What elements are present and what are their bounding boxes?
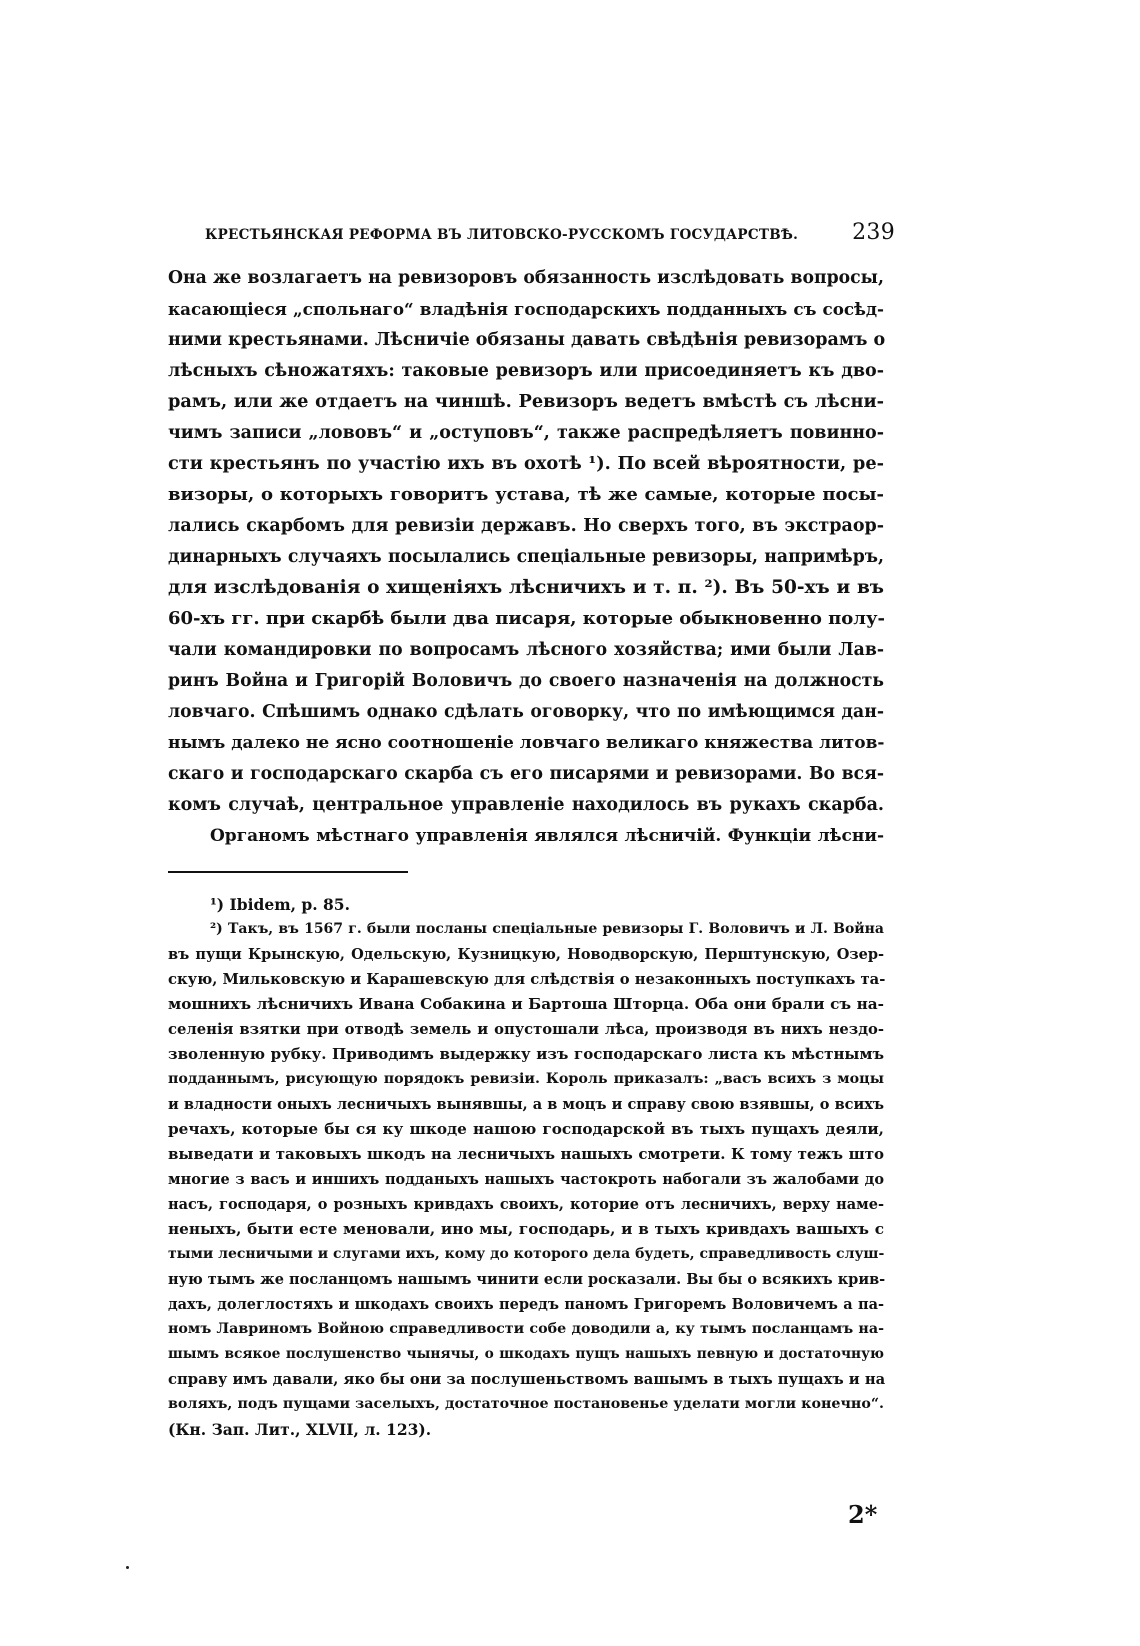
body-line: визоры, о которыхъ говоритъ устава, тѣ же самые, которые посы- [168, 484, 884, 505]
page-header [205, 220, 895, 249]
page-number: 239 [852, 220, 895, 245]
footnote-line: зволенную рубку. Приводимъ выдержку изъ господарскаго листа къ мѣстнымъ [168, 1045, 884, 1063]
body-line: сти крестьянъ по участію ихъ въ охотѣ ¹). По всей вѣроятности, ре- [168, 453, 884, 474]
body-line: для изслѣдованія о хищеніяхъ лѣсничихъ и т. п. ²). Въ 50-хъ и въ [168, 577, 884, 598]
body-line: ловчаго. Спѣшимъ однако сдѣлать оговорку, что по имѣющимся дан- [168, 702, 884, 722]
body-line: чимъ записи „лововъ“ и „оступовъ“, также распредѣляетъ повинно- [168, 423, 884, 443]
footnote-line: многие з васъ и иншихъ подданыхъ нашыхъ частокроть набогали зъ жалобами до [168, 1171, 884, 1188]
footnote-line: подданнымъ, рисующую порядокъ ревизіи. Король приказалъ: „васъ всихъ з моцы [168, 1071, 884, 1087]
footnote-line: ²) Такъ, въ 1567 г. были посланы спеціальные ревизоры Г. Воловичъ и Л. Война [210, 921, 884, 937]
footnote-separator [168, 871, 408, 873]
running-title: КРЕСТЬЯНСКАЯ РЕФОРМА ВЪ ЛИТОВСКО-РУССКОМЪ ГОСУДАРСТВѢ. [205, 227, 799, 243]
body-line: ринъ Война и Григорій Воловичъ до своего назначенія на должность [168, 671, 884, 691]
footnote-line: воляхъ, подъ пущами заселыхъ, достаточное постановенье уделати могли конечно“. [168, 1396, 884, 1412]
footnote-line: (Кн. Зап. Лит., XLVII, л. 123). [168, 1420, 432, 1439]
footnote-line: и владности оныхъ лесничыхъ вынявшы, а в моцъ и справу свою взявшы, о всихъ [168, 1096, 884, 1113]
body-line: Она же возлагаетъ на ревизоровъ обязанность изслѣдовать вопросы, [168, 268, 884, 288]
body-line: нымъ далеко не ясно соотношеніе ловчаго великаго княжества литов- [168, 733, 885, 753]
footnote-line: речахъ, которые бы ся ку шкоде нашою господарской въ тыхъ пущахъ деяли, [168, 1120, 884, 1138]
body-line: скаго и господарскаго скарба съ его писарями и ревизорами. Во вся- [168, 764, 884, 784]
footnote-line: выведати и таковыхъ шкодъ на лесничыхъ нашыхъ смотрети. К тому тежъ што [168, 1145, 884, 1163]
footnote-line: тыми лесничыми и слугами ихъ, кому до которого дела будеть, справедливость слуш- [168, 1246, 885, 1262]
footnote-line: селенія взятки при отводѣ земель и опустошали лѣса, производя въ нихъ нездо- [168, 1021, 884, 1038]
footnote-line: въ пущи Крынскую, Одельскую, Кузницкую, Новодворскую, Перштунскую, Озер- [168, 946, 884, 963]
signature-mark: 2* [848, 1500, 878, 1529]
footnote-line: дахъ, долеглостяхъ и шкодахъ своихъ передъ паномъ Григоремъ Воловичемъ а па- [168, 1296, 884, 1313]
body-line: чали командировки по вопросамъ лѣсного хозяйства; ими были Лав- [168, 640, 884, 660]
scan-speck [126, 1566, 129, 1569]
footnote-line: мошнихъ лѣсничихъ Ивана Собакина и Бартоша Шторца. Оба они брали съ на- [168, 995, 884, 1013]
body-line: касающіеся „спольнаго“ владѣнія господарскихъ подданныхъ съ сосѣд- [168, 299, 884, 319]
footnote-line: шымъ всякое послушенство чынячы, о шкодахъ пущъ нашыхъ певную и достаточную [168, 1346, 884, 1362]
footnote-line: справу имъ давали, яко бы они за послушеньствомъ вашымъ в тыхъ пущахъ и на [168, 1371, 886, 1388]
body-line: Органомъ мѣстнаго управленія являлся лѣсничій. Функціи лѣсни- [210, 826, 884, 846]
body-line: лѣсныхъ сѣножатяхъ: таковые ревизоръ или присоединяетъ къ дво- [168, 361, 884, 381]
body-line: 60-хъ гг. при скарбѣ были два писаря, которые обыкновенно полу- [168, 608, 885, 629]
footnote-line: скую, Мильковскую и Карашевскую для слѣдствія о незаконныхъ поступкахъ та- [168, 971, 886, 988]
footnote-line: неныхъ, быти есте меновали, ино мы, господарь, и в тыхъ кривдахъ вашыхъ с [168, 1220, 884, 1238]
body-line: рамъ, или же отдаетъ на чиншѣ. Ревизоръ ведетъ вмѣстѣ съ лѣсни- [168, 391, 884, 412]
body-line: лались скарбомъ для ревизіи державъ. Но сверхъ того, въ экстраор- [168, 516, 884, 536]
body-line: комъ случаѣ, центральное управленіе находилось въ рукахъ скарба. [168, 795, 884, 815]
footnote-line: номъ Лавриномъ Войною справедливости собе доводили а, ку тымъ посланцамъ на- [168, 1321, 884, 1337]
body-line: динарныхъ случаяхъ посылались спеціальные ревизоры, напримѣръ, [168, 547, 884, 567]
footnote-line: ¹) Ibidem, p. 85. [210, 895, 350, 914]
footnote-line: ную тымъ же посланцомъ нашымъ чинити если росказали. Вы бы о всякихъ крив- [168, 1271, 886, 1288]
body-line: ними крестьянами. Лѣсничіе обязаны давать свѣдѣнія ревизорамъ о [168, 330, 886, 350]
footnote-line: насъ, господаря, о розныхъ кривдахъ своихъ, которие отъ лесничихъ, верху наме- [168, 1196, 884, 1213]
